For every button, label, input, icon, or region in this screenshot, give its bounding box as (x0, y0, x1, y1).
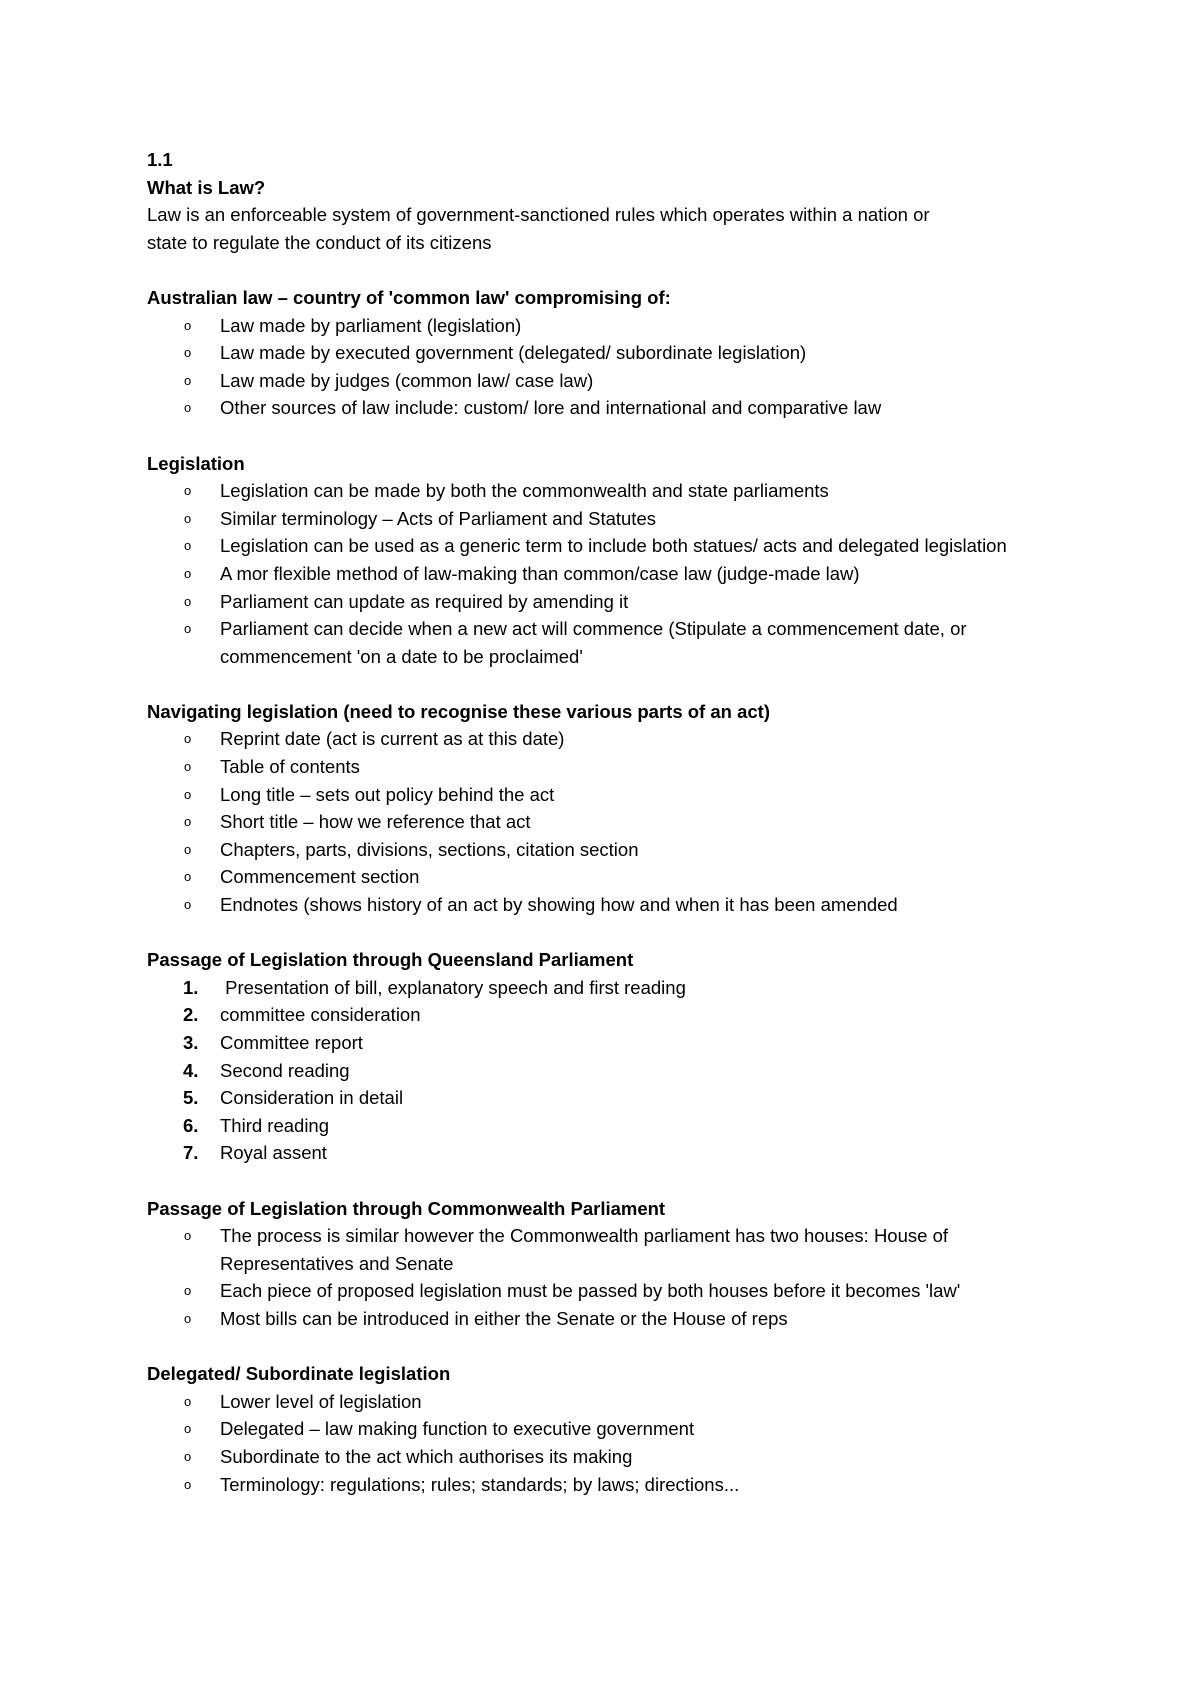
list-item-text: Consideration in detail (220, 1087, 404, 1109)
list-item (147, 477, 1067, 505)
spacer (147, 670, 1067, 698)
list-item (147, 753, 1067, 781)
bullet-marker: o (184, 538, 192, 554)
list-item-text: Law made by parliament (legislation) (220, 314, 522, 336)
list-number: 3. (183, 1032, 199, 1053)
list-item-text: Legislation can be made by both the commonwealth and state parliaments (220, 480, 829, 502)
list-item (147, 394, 1067, 422)
list-item (147, 339, 1067, 367)
list-item-text: Chapters, parts, divisions, sections, citation section (220, 838, 639, 860)
list-item (147, 974, 1067, 1002)
bullet-marker: o (184, 814, 192, 830)
list-item-text: Legislation can be used as a generic term to include both statues/ acts and delegated legislation (220, 535, 1007, 557)
list-item (147, 312, 1067, 340)
bullet-marker: o (184, 621, 192, 637)
list-item (147, 1084, 1067, 1112)
list-item-text: Parliament can update as required by amending it (220, 590, 629, 612)
list-item-text: committee consideration (220, 1004, 421, 1026)
list-item-text: Terminology: regulations; rules; standards; by laws; directions... (220, 1473, 740, 1495)
section-number: 1.1 (147, 149, 173, 170)
list-item-text: Law made by executed government (delegated/ subordinate legislation) (220, 342, 807, 364)
list-item (147, 836, 1067, 864)
spacer (147, 256, 1067, 284)
list-item (147, 1415, 1067, 1443)
heading-commonwealth-parliament: Passage of Legislation through Commonwealth Parliament (147, 1197, 666, 1219)
list-legislation (147, 477, 1067, 670)
bullet-marker: o (184, 1310, 192, 1326)
list-item-text: Parliament can decide when a new act will commence (Stipulate a commencement date, or commencement 'on a date to be proclaimed' (220, 618, 967, 667)
page-title: What is Law? (147, 176, 266, 198)
heading-legislation: Legislation (147, 452, 245, 474)
list-navigating-legislation (147, 725, 1067, 918)
bullet-marker: o (184, 483, 192, 499)
list-item-text: Royal assent (220, 1142, 327, 1164)
list-item (147, 1139, 1067, 1167)
list-item (147, 1001, 1067, 1029)
list-item-text: Other sources of law include: custom/ lore and international and comparative law (220, 397, 882, 419)
document-content (147, 146, 1067, 1498)
heading-australian-law: Australian law – country of 'common law' compromising of: (147, 286, 671, 308)
bullet-marker: o (184, 345, 192, 361)
list-australian-law (147, 312, 1067, 422)
list-item-text: Delegated – law making function to executive government (220, 1418, 695, 1440)
list-number: 7. (183, 1142, 199, 1164)
list-item-text: Committee report (220, 1032, 363, 1053)
bullet-marker: o (184, 869, 192, 885)
bullet-marker: o (184, 317, 192, 333)
list-item (147, 725, 1067, 753)
list-item (147, 781, 1067, 809)
list-item (147, 588, 1067, 616)
list-item (147, 1112, 1067, 1140)
list-number: 1. (183, 976, 199, 998)
heading-delegated-legislation: Delegated/ Subordinate legislation (147, 1363, 451, 1385)
list-item-text: Long title – sets out policy behind the act (220, 783, 555, 805)
list-item (147, 808, 1067, 836)
list-delegated-legislation (147, 1388, 1067, 1498)
list-number: 6. (183, 1114, 199, 1136)
list-item (147, 891, 1067, 919)
bullet-marker: o (184, 400, 192, 416)
list-item-text: Commencement section (220, 866, 420, 888)
list-item (147, 1222, 1080, 1277)
list-item-text: Table of contents (220, 756, 360, 778)
list-queensland-steps (147, 974, 1067, 1167)
list-number: 2. (183, 1004, 199, 1026)
bullet-marker: o (184, 1393, 192, 1409)
bullet-marker: o (184, 1228, 192, 1244)
bullet-marker: o (184, 1421, 192, 1437)
heading-navigating-legislation: Navigating legislation (need to recognise these various parts of an act) (147, 700, 770, 722)
spacer (147, 422, 1067, 450)
list-item (147, 505, 1067, 533)
list-item (147, 532, 1080, 560)
list-item-text: Law made by judges (common law/ case law) (220, 369, 594, 391)
bullet-marker: o (184, 759, 192, 775)
bullet-marker: o (184, 372, 192, 388)
bullet-marker: o (184, 1283, 192, 1299)
bullet-marker: o (184, 841, 192, 857)
list-item-text: The process is similar however the Commonwealth parliament has two houses: House of Representatives and Senate (220, 1225, 948, 1274)
list-number: 4. (183, 1059, 199, 1081)
heading-queensland-parliament: Passage of Legislation through Queensland Parliament (147, 949, 634, 971)
list-item (147, 1057, 1067, 1085)
bullet-marker: o (184, 1448, 192, 1464)
bullet-marker: o (184, 510, 192, 526)
list-item-text: Reprint date (act is current as at this date) (220, 728, 565, 750)
spacer (147, 919, 1067, 947)
bullet-marker: o (184, 786, 192, 802)
list-item (147, 1388, 1067, 1416)
definition-line-2: state to regulate the conduct of its citizens (147, 231, 492, 253)
list-item (147, 615, 1080, 670)
list-item (147, 1029, 1067, 1057)
list-item-text: A mor flexible method of law-making than common/case law (judge-made law) (220, 562, 860, 584)
bullet-marker: o (184, 565, 192, 581)
list-item-text: Third reading (220, 1114, 330, 1136)
list-item (147, 1277, 1067, 1305)
list-item-text: Short title – how we reference that act (220, 811, 531, 833)
list-item-text: Subordinate to the act which authorises its making (220, 1445, 633, 1467)
list-item (147, 367, 1067, 395)
list-item (147, 1305, 1067, 1333)
list-item (147, 863, 1067, 891)
bullet-marker: o (184, 731, 192, 747)
spacer (147, 1167, 1067, 1195)
spacer (147, 1333, 1067, 1361)
list-item (147, 1471, 1067, 1499)
list-item-text: Similar terminology – Acts of Parliament and Statutes (220, 507, 656, 529)
bullet-marker: o (184, 593, 192, 609)
list-number: 5. (183, 1087, 199, 1109)
list-item-text: Each piece of proposed legislation must be passed by both houses before it becomes 'law' (220, 1280, 961, 1302)
list-item-text: Second reading (220, 1059, 350, 1081)
list-item-text: Endnotes (shows history of an act by showing how and when it has been amended (220, 894, 898, 916)
list-item (147, 1443, 1067, 1471)
list-item (147, 560, 1067, 588)
bullet-marker: o (184, 1476, 192, 1492)
list-item-text: Most bills can be introduced in either the Senate or the House of reps (220, 1307, 788, 1329)
list-item-text: Lower level of legislation (220, 1390, 422, 1412)
definition-line-1: Law is an enforceable system of government-sanctioned rules which operates within a nation or (147, 204, 930, 226)
list-commonwealth-parliament (147, 1222, 1067, 1332)
bullet-marker: o (184, 897, 192, 913)
list-item-text: Presentation of bill, explanatory speech and first reading (220, 976, 686, 998)
